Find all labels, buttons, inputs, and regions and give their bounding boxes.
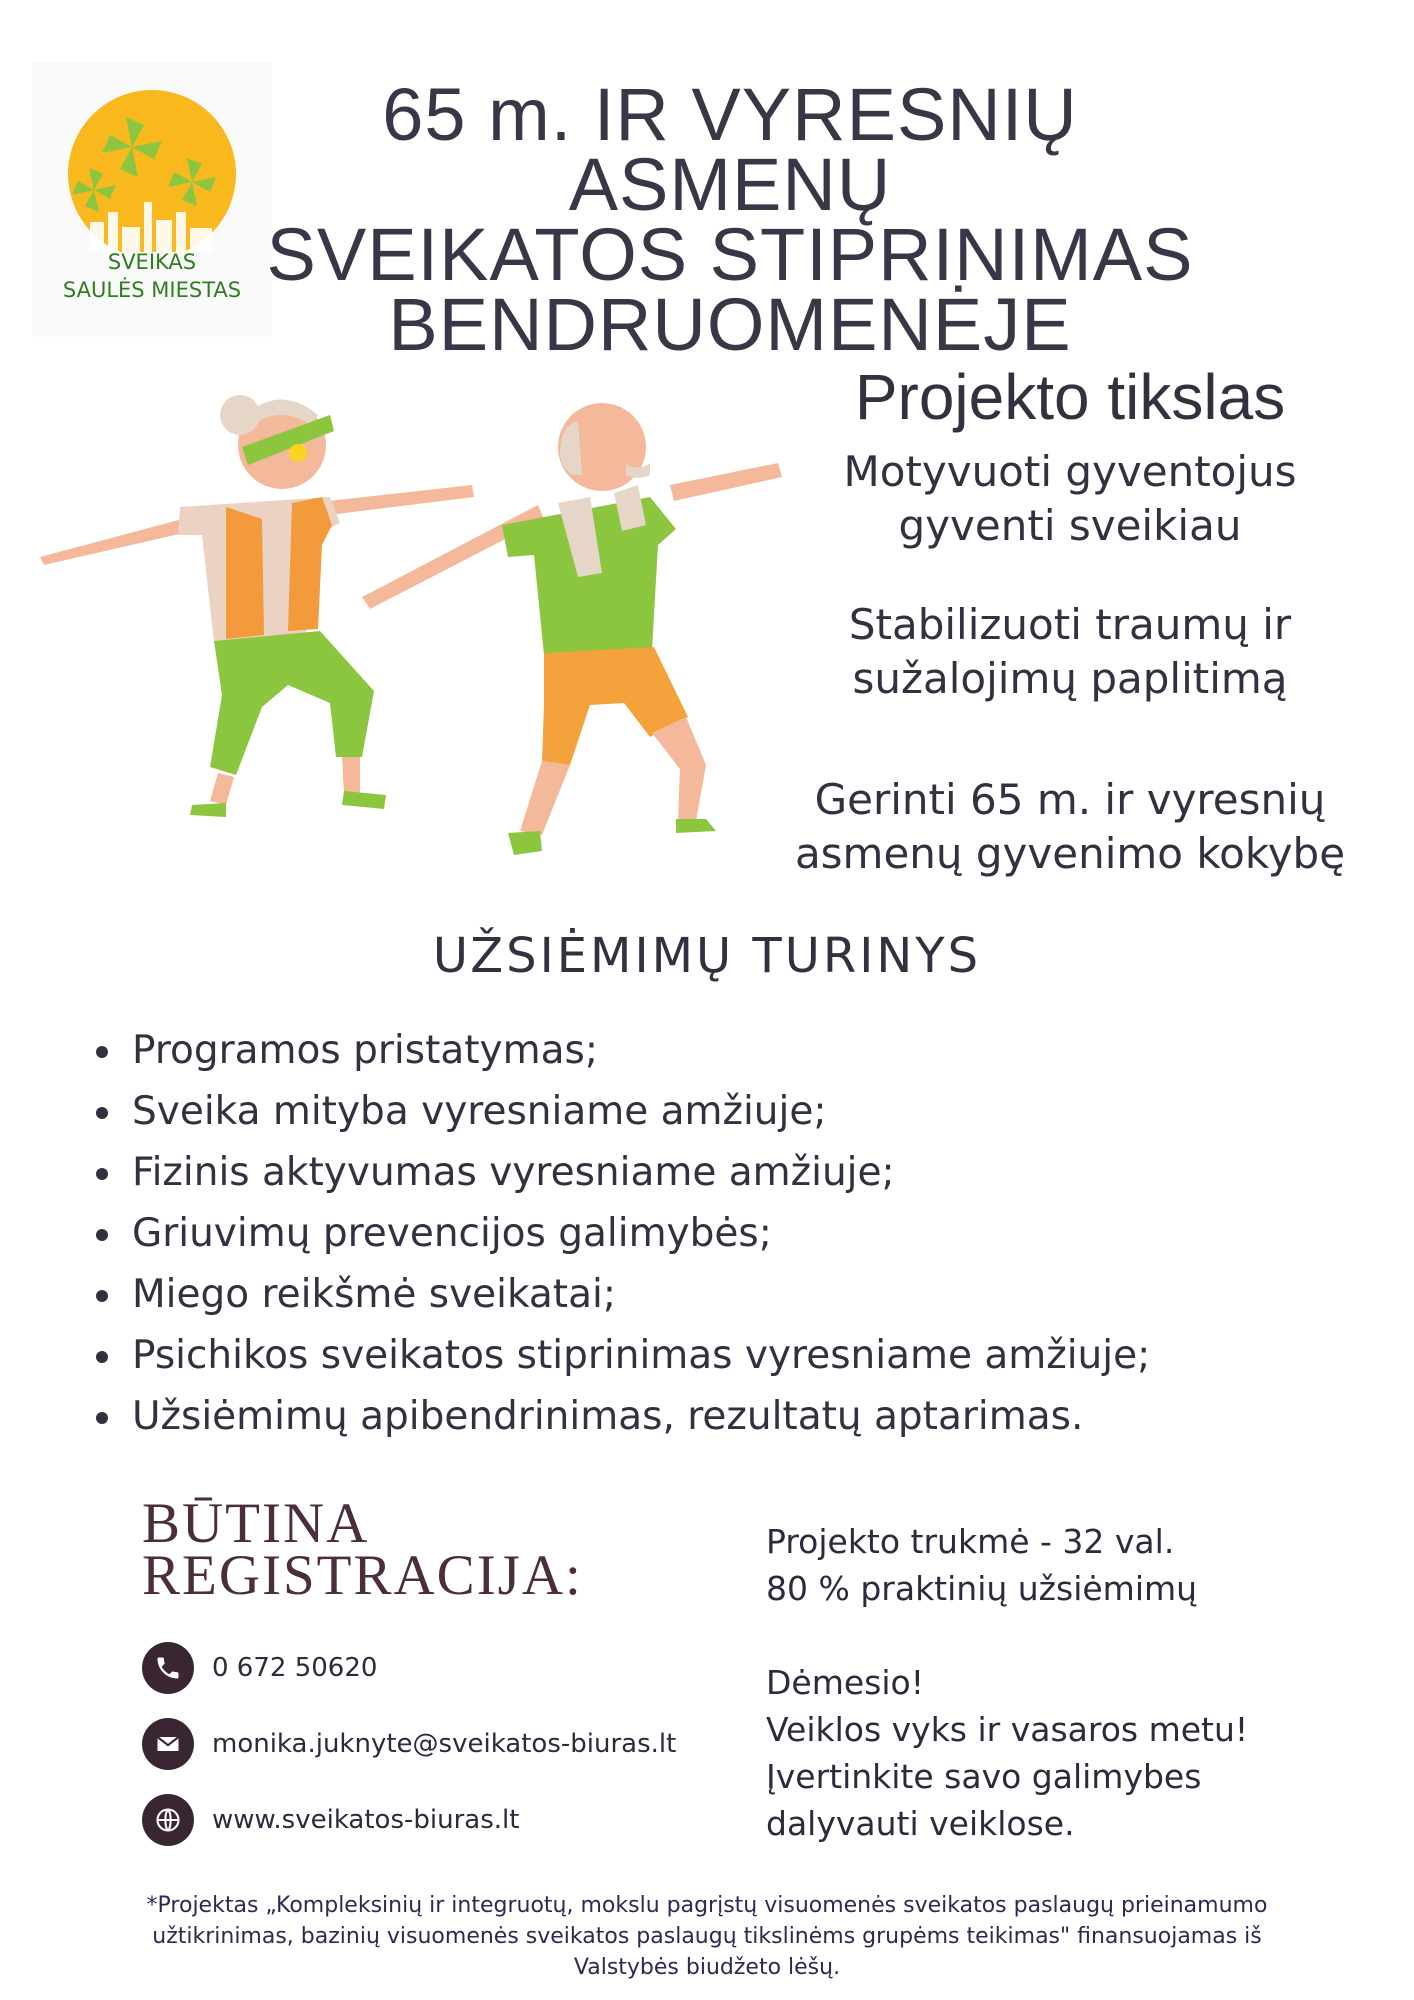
phone-icon [142,1642,194,1694]
footer-line-1: *Projektas „Kompleksinių ir integruotų, mokslu pagrįstų visuomenės sveikatos paslaugų prieinamumo [146,1893,1268,1918]
participate-text: dalyvauti veiklose. [766,1804,1075,1843]
activities-list [96,1020,1150,1447]
duration-text: Projekto trukmė - 32 val. [766,1522,1175,1561]
website-link[interactable]: www.sveikatos-biuras.lt [212,1805,520,1835]
contact-website[interactable] [142,1792,519,1848]
list-item: Programos pristatymas; [96,1020,1150,1081]
logo-line-2: SAULĖS MIESTAS [62,278,242,302]
goals-heading: Projekto tikslas [854,361,1286,433]
goal-line: Stabilizuoti traumų ir [848,600,1292,649]
email-icon [142,1718,194,1770]
goal-line: asmenų gyvenimo kokybę [794,829,1346,878]
logo-line-1: SVEIKAS [107,250,197,274]
title-line-2: SVEIKATOS STIPRINIMAS [266,213,1194,296]
attention-text: Dėmesio! [766,1663,924,1702]
contact-phone[interactable] [142,1640,377,1696]
exercising-seniors-illustration [30,385,790,875]
man-figure [362,403,782,855]
activities-heading: UŽSIĖMIMŲ TURINYS [432,928,982,984]
list-item: Griuvimų prevencijos galimybės; [96,1203,1150,1264]
footer-line-2: užtikrinimas, bazinių visuomenės sveikatos paslaugų tikslinėms grupėms teikimas" finansuojamas iš [152,1924,1262,1949]
title-line-3: BENDRUOMENĖJE [388,283,1072,366]
goal-item [760,445,1380,553]
list-item: Sveika mityba vyresniame amžiuje; [96,1081,1150,1142]
summer-text: Veiklos vyks ir vasaros metu! [766,1710,1249,1749]
goal-line: Motyvuoti gyventojus [843,447,1297,496]
page-title [260,73,1200,366]
footer-line-3: Valstybės biudžeto lėšų. [573,1955,841,1980]
logo [32,62,272,337]
goal-line: sužalojimų paplitimą [852,654,1288,703]
goal-item [760,598,1380,706]
title-line-1: 65 m. IR VYRESNIŲ ASMENŲ [382,73,1078,226]
registration-title-line-1: BŪTINA [142,1492,370,1555]
registration-title [142,1492,583,1607]
globe-icon [142,1794,194,1846]
woman-figure [40,395,474,817]
list-item: Fizinis aktyvumas vyresniame amžiuje; [96,1142,1150,1203]
logo-label [32,248,272,304]
email-address[interactable]: monika.juknyte@sveikatos-biuras.lt [212,1729,677,1759]
list-item: Užsiėmimų apibendrinimas, rezultatų aptarimas. [96,1386,1150,1447]
funding-footer [90,1890,1324,1983]
phone-number[interactable]: 0 672 50620 [212,1653,378,1683]
contact-email[interactable] [142,1716,676,1772]
list-item: Psichikos sveikatos stiprinimas vyresniame amžiuje; [96,1325,1150,1386]
sun-pinwheel-logo-icon [32,62,272,252]
list-item: Miego reikšmė sveikatai; [96,1264,1150,1325]
registration-title-line-2: REGISTRACIJA: [142,1544,583,1607]
goal-line: Gerinti 65 m. ir vyresnių [814,775,1326,824]
goal-line: gyventi sveikiau [898,501,1242,550]
project-info [766,1518,1366,1847]
evaluate-text: Įvertinkite savo galimybes [766,1757,1202,1796]
goal-item [760,773,1380,881]
practical-text: 80 % praktinių užsiėmimų [766,1569,1198,1608]
